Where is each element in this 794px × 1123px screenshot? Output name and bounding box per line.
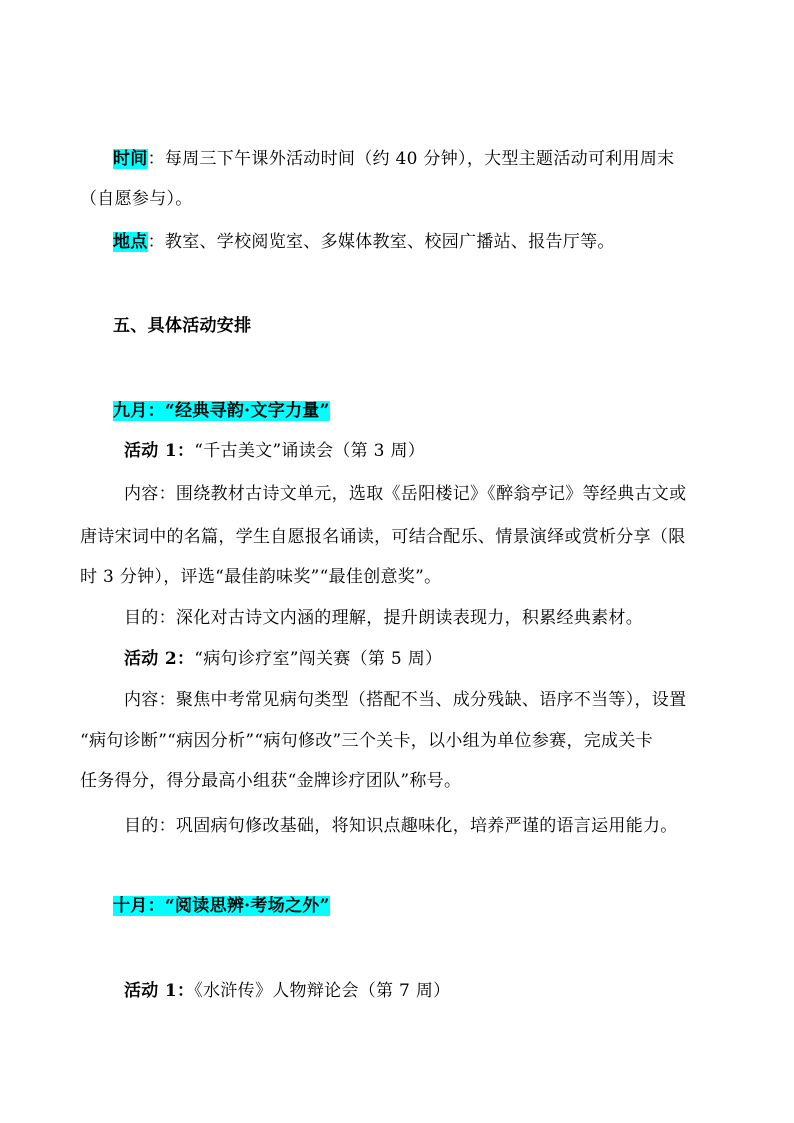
october-heading-text: 十月：“阅读思辨·考场之外” <box>113 896 330 916</box>
time-label: 时间 <box>113 149 148 169</box>
oct-activity1-line <box>124 980 450 1002</box>
sep-activity2-name: “病句诊疗室”闯关赛（第 5 周） <box>194 649 443 669</box>
time-text: ：每周三下午课外活动时间（约 40 分钟），大型主题活动可利用周末 <box>147 149 675 169</box>
october-heading <box>113 895 330 917</box>
sep-activity1-content-3: 时 3 分钟），评选“最佳韵味奖”“最佳创意奖”。 <box>80 567 442 587</box>
september-heading-text: 九月：“经典寻韵·文字力量” <box>113 401 330 421</box>
section5-title: 五、具体活动安排 <box>113 316 252 336</box>
sep-activity2-purpose: 目的：巩固病句修改基础，将知识点趣味化，培养严谨的语言运用能力。 <box>124 816 678 836</box>
sep-activity2-content-1: 内容：聚焦中考常见病句类型（搭配不当、成分残缺、语序不当等），设置 <box>124 690 687 710</box>
place-line <box>113 231 615 253</box>
place-label: 地点 <box>113 232 148 252</box>
sep-activity1-line <box>124 440 425 462</box>
oct-activity1-title: 活动 1： <box>124 981 195 1001</box>
time-line-cont: （自愿参与）。 <box>80 189 193 209</box>
sep-activity1-title: 活动 1： <box>124 441 195 461</box>
oct-activity1-name: 《水浒传》人物辩论会（第 7 周） <box>194 981 451 1001</box>
september-heading <box>113 400 330 422</box>
sep-activity1-content-1: 内容：围绕教材古诗文单元，选取《岳阳楼记》《醉翁亭记》等经典古文或 <box>124 484 687 504</box>
place-text: ：教室、学校阅览室、多媒体教室、校园广播站、报告厅等。 <box>147 232 615 252</box>
sep-activity1-name: “千古美文”诵读会（第 3 周） <box>194 441 426 461</box>
sep-activity2-line <box>124 648 442 670</box>
sep-activity1-content-2: 唐诗宋词中的名篇，学生自愿报名诵读，可结合配乐、情景演绎或赏析分享（限 <box>80 527 686 547</box>
sep-activity1-purpose: 目的：深化对古诗文内涵的理解，提升朗读表现力，积累经典素材。 <box>124 608 643 628</box>
time-line <box>113 148 674 170</box>
sep-activity2-title: 活动 2： <box>124 649 195 669</box>
sep-activity2-content-3: 任务得分，得分最高小组获“金牌诊疗团队”称号。 <box>80 771 462 791</box>
sep-activity2-content-2: “病句诊断”“病因分析”“病句修改”三个关卡，以小组为单位参赛，完成关卡 <box>80 731 653 751</box>
